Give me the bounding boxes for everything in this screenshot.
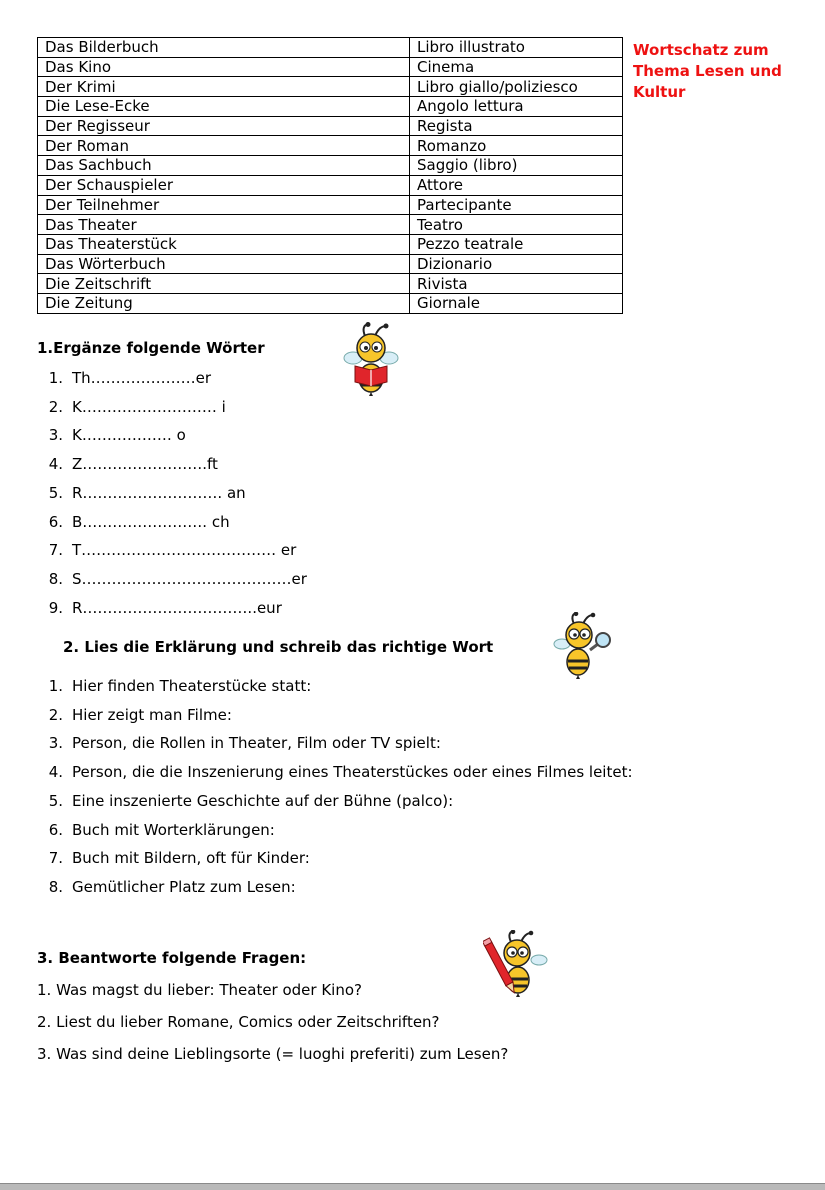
vocab-row [38,215,623,235]
section1-item [37,398,226,416]
item-text: Buch mit Bildern, oft für Kinder: [72,849,310,868]
item-number: 7. [48,541,63,560]
item-number: 1. [48,677,63,695]
item-text: Person, die Rollen in Theater, Film oder TV spielt: [72,734,441,753]
vocab-german: Das Sachbuch [38,156,410,176]
vocab-german: Der Regisseur [38,116,410,136]
vocab-row [38,293,623,313]
vocab-row [38,97,623,117]
vocab-german: Die Zeitung [38,293,410,313]
vocab-german: Der Krimi [38,77,410,97]
vocab-row [38,136,623,156]
item-number: 5. [48,483,63,502]
section2-item [37,734,441,752]
section2-item [37,706,232,724]
item-number: 6. [48,820,63,839]
vocab-italian: Cinema [410,57,623,77]
bee-pencil-icon [483,930,549,1000]
vocab-row [38,38,623,58]
item-number: 5. [48,791,63,810]
vocab-german: Das Wörterbuch [38,254,410,274]
item-text: B……………………. ch [72,512,230,531]
item-number: 8. [48,569,63,588]
question: 1. Was magst du lieber: Theater oder Kino? [37,981,362,999]
item-number: 3. [48,734,63,753]
vocab-german: Das Theaterstück [38,234,410,254]
vocabulary-side-title: Wortschatz zum Thema Lesen und Kultur [633,41,782,101]
item-number: 2. [48,397,63,416]
section1-item [37,599,282,617]
vocab-german: Das Theater [38,215,410,235]
item-text: K……………………… i [72,397,226,416]
vocab-row [38,195,623,215]
item-text: Th…………………er [72,369,212,387]
section1-item [37,455,218,473]
item-text: Gemütlicher Platz zum Lesen: [72,877,296,896]
item-text: Buch mit Worterklärungen: [72,820,275,839]
section1-list [37,369,437,619]
section2-item [37,792,453,810]
vocab-row [38,274,623,294]
item-number: 9. [48,598,63,617]
vocab-row [38,254,623,274]
bee-magnifier-icon [552,612,614,680]
section2-item [37,849,310,867]
section2-item [37,821,275,839]
vocab-row [38,77,623,97]
item-text: T………………………………… er [72,541,297,560]
section1-item [37,513,230,531]
section1-item [37,570,307,588]
item-text: R……………………………..eur [72,598,282,617]
vocab-row [38,175,623,195]
vocab-italian: Attore [410,175,623,195]
vocab-italian: Saggio (libro) [410,156,623,176]
vocab-italian: Libro illustrato [410,38,623,58]
section1-item [37,369,211,387]
item-number: 4. [48,455,63,474]
vocab-italian: Pezzo teatrale [410,234,623,254]
item-number: 7. [48,849,63,868]
vocab-german: Der Teilnehmer [38,195,410,215]
vocab-german: Das Bilderbuch [38,38,410,58]
section1-item [37,541,296,559]
vocab-row [38,116,623,136]
vocab-italian: Teatro [410,215,623,235]
item-number: 8. [48,877,63,896]
item-text: Hier finden Theaterstücke statt: [72,677,312,695]
vocab-italian: Regista [410,116,623,136]
vocabulary-table [37,37,623,314]
item-text: R………………………. an [72,483,246,502]
vocab-row [38,57,623,77]
vocab-row [38,234,623,254]
question: 2. Liest du lieber Romane, Comics oder Zeitschriften? [37,1013,440,1031]
vocab-row [38,156,623,176]
section2-item [37,763,633,781]
vocab-italian: Angolo lettura [410,97,623,117]
vocab-italian: Romanzo [410,136,623,156]
vocab-german: Die Zeitschrift [38,274,410,294]
vocab-german: Die Lese-Ecke [38,97,410,117]
section2-list [37,677,737,907]
item-text: Hier zeigt man Filme: [72,705,232,724]
item-number: 2. [48,705,63,724]
section3-heading: 3. Beantworte folgende Fragen: [37,949,307,967]
section2-heading: 2. Lies die Erklärung und schreib das richtige Wort [63,638,494,656]
section1-item [37,484,246,502]
item-text: Person, die die Inszenierung eines Theaterstückes oder eines Filmes leitet: [72,763,633,782]
vocab-german: Das Kino [38,57,410,77]
vocab-german: Der Roman [38,136,410,156]
vocab-italian: Rivista [410,274,623,294]
vocab-italian: Libro giallo/poliziesco [410,77,623,97]
item-text: K……………… o [72,426,186,445]
vocab-italian: Dizionario [410,254,623,274]
item-number: 3. [48,426,63,445]
item-number: 4. [48,763,63,782]
item-text: Eine inszenierte Geschichte auf der Bühne (palco): [72,791,454,810]
item-text: S……………………………………er [72,569,307,588]
vocab-italian: Partecipante [410,195,623,215]
section1-heading: 1.Ergänze folgende Wörter [37,339,265,357]
item-number: 1. [48,369,63,387]
item-text: Z…………………….ft [72,455,218,474]
vocab-italian: Giornale [410,293,623,313]
vocab-german: Der Schauspieler [38,175,410,195]
item-number: 6. [48,512,63,531]
section2-item [37,878,296,896]
section2-item [37,677,311,695]
section1-item [37,426,186,444]
question: 3. Was sind deine Lieblingsorte (= luoghi preferiti) zum Lesen? [37,1045,509,1063]
